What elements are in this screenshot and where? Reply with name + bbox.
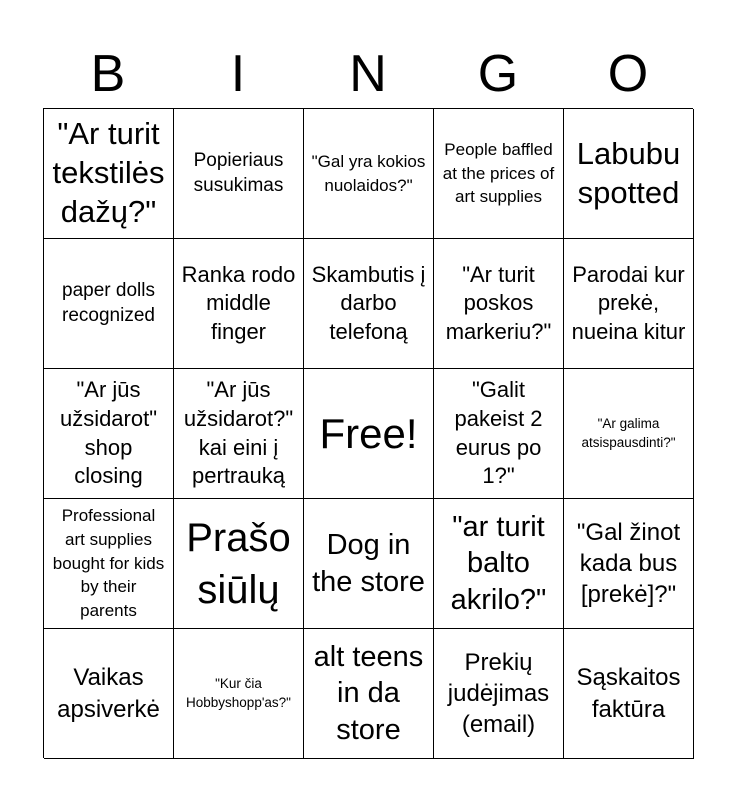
header-letter-o: O [607,45,649,103]
bingo-cell[interactable]: Sąskaitos faktūra [564,629,694,759]
free-space-cell[interactable]: Free! [304,369,434,499]
bingo-cell[interactable]: "Gal yra kokios nuolaidos?" [304,109,434,239]
bingo-cell[interactable]: "Kur čia Hobbyshopp'as?" [174,629,304,759]
bingo-cell[interactable]: "ar turit balto akrilo?" [434,499,564,629]
bingo-cell[interactable]: Dog in the store [304,499,434,629]
bingo-cell[interactable]: Labubu spotted [564,109,694,239]
bingo-cell[interactable]: Parodai kur prekė, nueina kitur [564,239,694,369]
bingo-cell[interactable]: "Galit pakeist 2 eurus po 1?" [434,369,564,499]
bingo-cell[interactable]: "Ar turit poskos markeriu?" [434,239,564,369]
bingo-cell[interactable]: "Ar jūs užsidarot" shop closing [44,369,174,499]
bingo-cell[interactable]: Skambutis į darbo telefoną [304,239,434,369]
bingo-cell[interactable]: Popieriaus susukimas [174,109,304,239]
header-letter-b: B [90,45,126,103]
bingo-board [43,108,693,758]
bingo-cell[interactable]: "Ar turit tekstilės dažų?" [44,109,174,239]
bingo-cell[interactable]: "Ar jūs užsidarot?" kai eini į pertrauką [174,369,304,499]
bingo-cell[interactable]: "Gal žinot kada bus [prekė]?" [564,499,694,629]
bingo-cell[interactable]: paper dolls recognized [44,239,174,369]
bingo-cell[interactable]: Prašo siūlų [174,499,304,629]
bingo-cell[interactable]: Vaikas apsiverkė [44,629,174,759]
bingo-cell[interactable]: alt teens in da store [304,629,434,759]
bingo-cell[interactable]: Professional art supplies bought for kids by their parents [44,499,174,629]
bingo-cell[interactable]: Prekių judėjimas (email) [434,629,564,759]
header-letter-g: G [477,45,519,103]
bingo-cell[interactable]: Ranka rodo middle finger [174,239,304,369]
header-letter-n: N [349,45,387,103]
bingo-cell[interactable]: People baffled at the prices of art supplies [434,109,564,239]
header-letter-i: I [230,45,246,103]
bingo-header [43,40,693,108]
bingo-cell[interactable]: "Ar galima atsispausdinti?" [564,369,694,499]
